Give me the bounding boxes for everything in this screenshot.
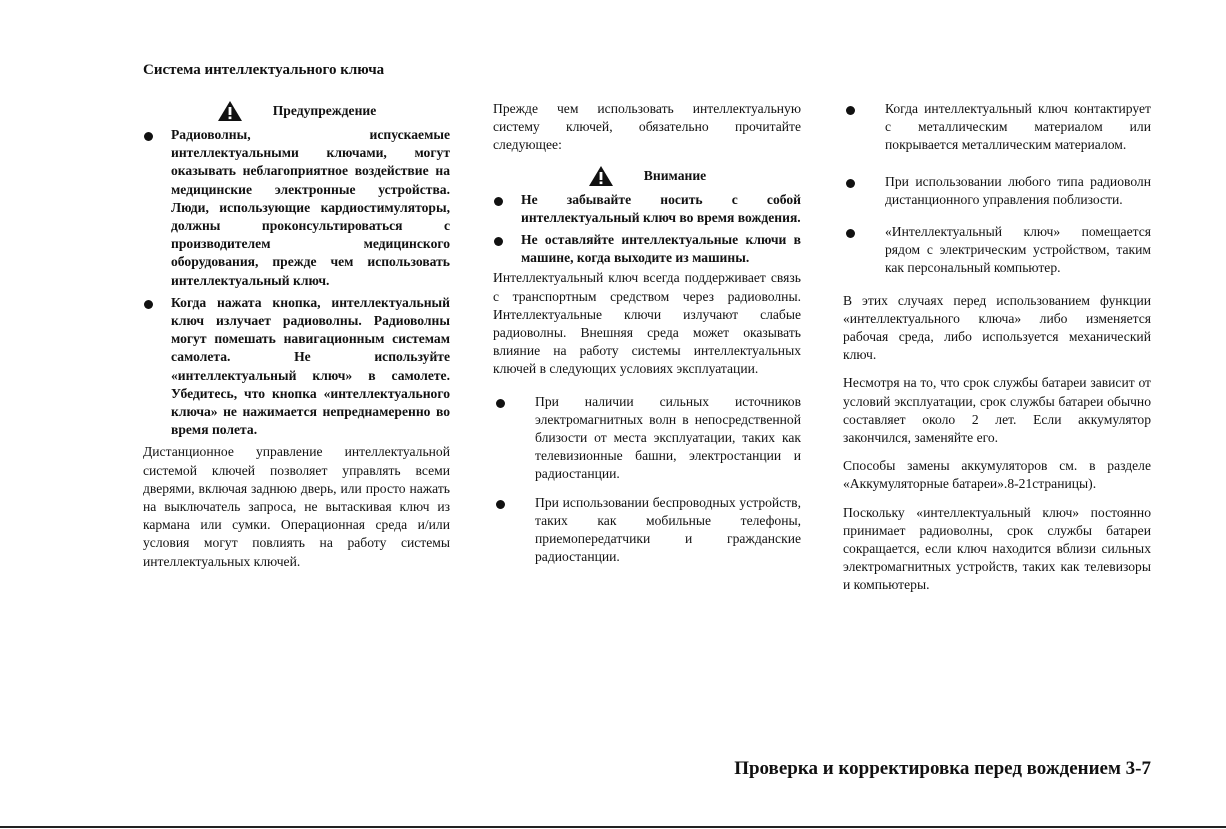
bullet-dot-icon (846, 229, 855, 238)
bullet-dot-icon (496, 500, 505, 509)
bullet-dot-icon (144, 300, 153, 309)
bullet-dot-icon (494, 197, 503, 206)
warning-bullet-text: Радиоволны, испускаемые интеллектуальными ключами, могут оказывать неблагоприятное воздействие на медицинские электронные устройства. Люди, использующие кардиостимуляторы, должны проконсультироваться с производителем медицинского оборудования, прежде чем использовать интеллектуальный ключ. (171, 127, 450, 288)
list-item (493, 393, 801, 484)
section-title: Система интеллектуального ключа (143, 62, 385, 78)
warning-bullet (143, 294, 450, 440)
bullet-dot-icon (144, 132, 153, 141)
list-item-text: При использовании беспроводных устройств, таких как мобильные телефоны, приемопередатчики и гражданские радиостанции. (535, 494, 801, 565)
column-1 (143, 100, 450, 571)
caution-bullet-text: Не забывайте носить с собой интеллектуальный ключ во время вождения. (521, 191, 801, 225)
list-item (843, 100, 1151, 155)
body-paragraph: Несмотря на то, что срок службы батареи зависит от условий эксплуатации, срок службы батареи обычно составляет около 2 лет. Если аккумулятор закончился, заменяйте его. (843, 375, 1151, 446)
body-paragraph: Интеллектуальный ключ всегда поддерживает связь с транспортным средством через радиоволны. Интеллектуальные ключи излучают слабые радиоволны. Внешняя среда может оказывать влияние на работу системы интеллектуальных ключей в следующих условиях эксплуатации. (493, 270, 801, 377)
list-item-text: При использовании любого типа радиоволн дистанционного управления поблизости. (885, 173, 1151, 207)
bullet-dot-icon (846, 179, 855, 188)
bottom-divider (0, 826, 1226, 828)
warning-header (143, 100, 450, 122)
list-item-text: При наличии сильных источников электромагнитных волн в непосредственной близости от места эксплуатации, таких как телевизионные башни, электростанции и радиостанции. (535, 393, 801, 482)
caution-title: Внимание (643, 167, 707, 183)
warning-title: Предупреждение (272, 102, 377, 118)
body-paragraph: Поскольку «интеллектуальный ключ» постоянно принимает радиоволны, срок службы батареи сокращается, если ключ находится вблизи сильных электромагнитных устройств, таких как телевизоры и компьютеры. (843, 504, 1151, 593)
warning-triangle-icon (588, 165, 614, 187)
list-item (843, 173, 1151, 209)
page-footer: Проверка и корректировка перед вождением 3-7 (734, 758, 1151, 779)
list-item-text: «Интеллектуальный ключ» помещается рядом с электрическим устройством, таким как персональный компьютер. (885, 224, 1151, 276)
column-3 (843, 100, 1151, 603)
warning-bullet (143, 126, 450, 290)
caution-bullet-text: Не оставляйте интеллектуальные ключи в машине, когда выходите из машины. (521, 232, 801, 266)
list-item (493, 494, 801, 567)
bullet-dot-icon (494, 237, 503, 246)
warning-triangle-icon (217, 100, 243, 122)
intro-paragraph: Прежде чем использовать интеллектуальную систему ключей, обязательно прочитайте следующее: (493, 101, 801, 153)
list-item (843, 223, 1151, 278)
caution-bullet (493, 231, 801, 267)
body-paragraph: Дистанционное управление интеллектуальной системой ключей позволяет управлять всеми дверями, включая заднюю дверь, или просто нажать на выключатель запроса, не вытаскивая ключ из кармана или сумки. Операционная среда и/или условия могут повлиять на работу системы интеллектуальных ключей. (143, 444, 450, 569)
body-paragraph: Способы замены аккумуляторов см. в разделе «Аккумуляторные батареи».8-21страницы). (843, 458, 1151, 492)
caution-bullet (493, 191, 801, 227)
warning-bullet-text: Когда нажата кнопка, интеллектуальный ключ излучает радиоволны. Радиоволны могут помешать навигационным системам самолета. Не используйте «интеллектуальный ключ» в самолете. Убедитесь, что кнопка «интеллектуального ключа» не нажимается непреднамеренно во время полета. (171, 294, 450, 438)
column-2 (493, 100, 801, 566)
bullet-dot-icon (496, 399, 505, 408)
caution-header (493, 165, 801, 187)
bullet-dot-icon (846, 106, 855, 115)
body-paragraph: В этих случаях перед использованием функции «интеллектуального ключа» либо изменяется рабочая среда, либо используется механический ключ. (843, 292, 1151, 363)
list-item-text: Когда интеллектуальный ключ контактирует с металлическим материалом или покрывается металлическим материалом. (885, 101, 1151, 153)
